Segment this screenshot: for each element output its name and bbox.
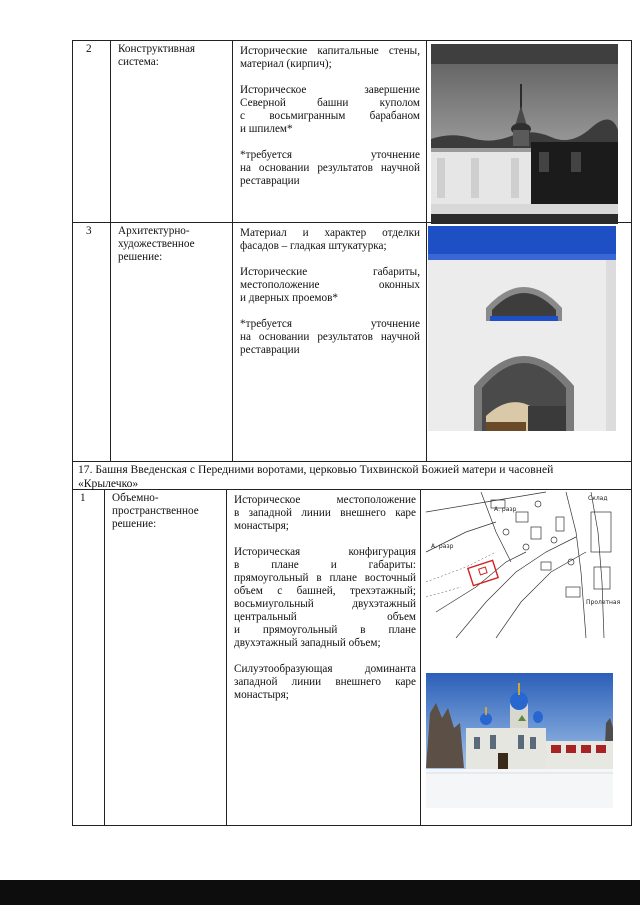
row-number: 3 [86,225,92,237]
description-line: в западной линии внешнего каре [234,507,416,519]
photo-north-tower-image [431,44,618,224]
description-line: объем с башней, трехэтажный; [234,585,416,597]
paragraph-gap [234,650,416,663]
description-line: Материал и характер отделки [240,227,420,239]
paragraph-gap [234,533,416,546]
scan-edge-bar [0,880,640,905]
description-line: монастыря; [234,689,289,701]
site-plan-map-image [426,492,621,638]
description-line: на основании результатов научной [240,331,420,343]
description-line: прямоугольный в плане восточный [234,572,416,584]
description-line: двухэтажный западный объем; [234,637,381,649]
col-sep-2 [232,40,233,461]
description-line: *требуется уточнение [240,149,420,161]
row-label-line: художественное [118,238,195,250]
table-border-left [72,40,73,825]
description-line: материал (кирпич); [240,58,332,70]
row-description [234,494,416,702]
col-sep-1b [104,489,105,825]
col-sep-2b [226,489,227,825]
col-sep-1 [110,40,111,461]
row-label-line: пространственное [112,505,199,517]
row-label-line: решение: [118,251,163,263]
description-line: монастыря; [234,520,289,532]
map-label: Склад [588,495,608,502]
description-line: на основании результатов научной [240,162,420,174]
description-line: *требуется уточнение [240,318,420,330]
description-line: Северной башни куполом [240,97,420,109]
description-line: реставрации [240,344,300,356]
photo-gate-arches [428,226,616,438]
description-line: Исторические капитальные стены, [240,45,420,57]
description-line: фасадов – гладкая штукатурка; [240,240,387,252]
description-line: Исторические габариты, [240,266,420,278]
paragraph-gap [240,305,420,318]
section-17-header [78,463,628,491]
paragraph-gap [240,136,420,149]
table-border-right [631,40,632,825]
site-plan-map [426,492,621,638]
description-line: реставрации [240,175,300,187]
description-line: западной линии внешнего каре [234,676,416,688]
table-border-bottom [72,825,632,826]
row-label-line: система: [118,56,159,68]
photo-church-winter [426,673,613,808]
section-header-line: «Крылечко» [78,477,139,490]
row-label [118,43,226,69]
photo-north-tower [431,44,618,224]
map-label: Пролетная [586,599,621,606]
map-label: А. разр [431,543,454,550]
description-line: Историческое завершение [240,84,420,96]
row-description [240,227,420,357]
description-line: с восьмигранным барабаном [240,110,420,122]
row-label [112,492,222,531]
description-line: Историческая конфигурация [234,546,416,558]
description-line: восьмиугольный двухэтажный [234,598,416,610]
row-label-line: решение: [112,518,157,530]
description-line: в плане и габариты: [234,559,416,571]
description-line: и шпилем* [240,123,293,135]
map-label: А. разр [494,506,517,513]
row-label-line: Архитектурно- [118,225,190,237]
section-header-line: 17. Башня Введенская с Передними воротами, церковью Тихвинской Божией матери и часовней [78,463,554,476]
description-line: Историческое местоположение [234,494,416,506]
paragraph-gap [240,71,420,84]
description-line: местоположение оконных [240,279,420,291]
row-number: 1 [80,492,86,504]
description-line: Силуэтообразующая доминанта [234,663,416,675]
paragraph-gap [240,253,420,266]
description-line: и дверных проемов* [240,292,338,304]
row-label [118,225,226,264]
col-sep-3 [426,40,427,461]
photo-church-winter-image [426,673,613,808]
description-line: и прямоугольный в плане [234,624,416,636]
row-number: 2 [86,43,92,55]
row-label-line: Конструктивная [118,43,196,55]
description-line: центральный объем [234,611,416,623]
row-label-line: Объемно- [112,492,159,504]
col-sep-3b [420,489,421,825]
table-border-top [72,40,632,41]
row-description [240,45,420,188]
section-header-top [72,461,632,462]
photo-gate-arches-image [428,226,616,438]
